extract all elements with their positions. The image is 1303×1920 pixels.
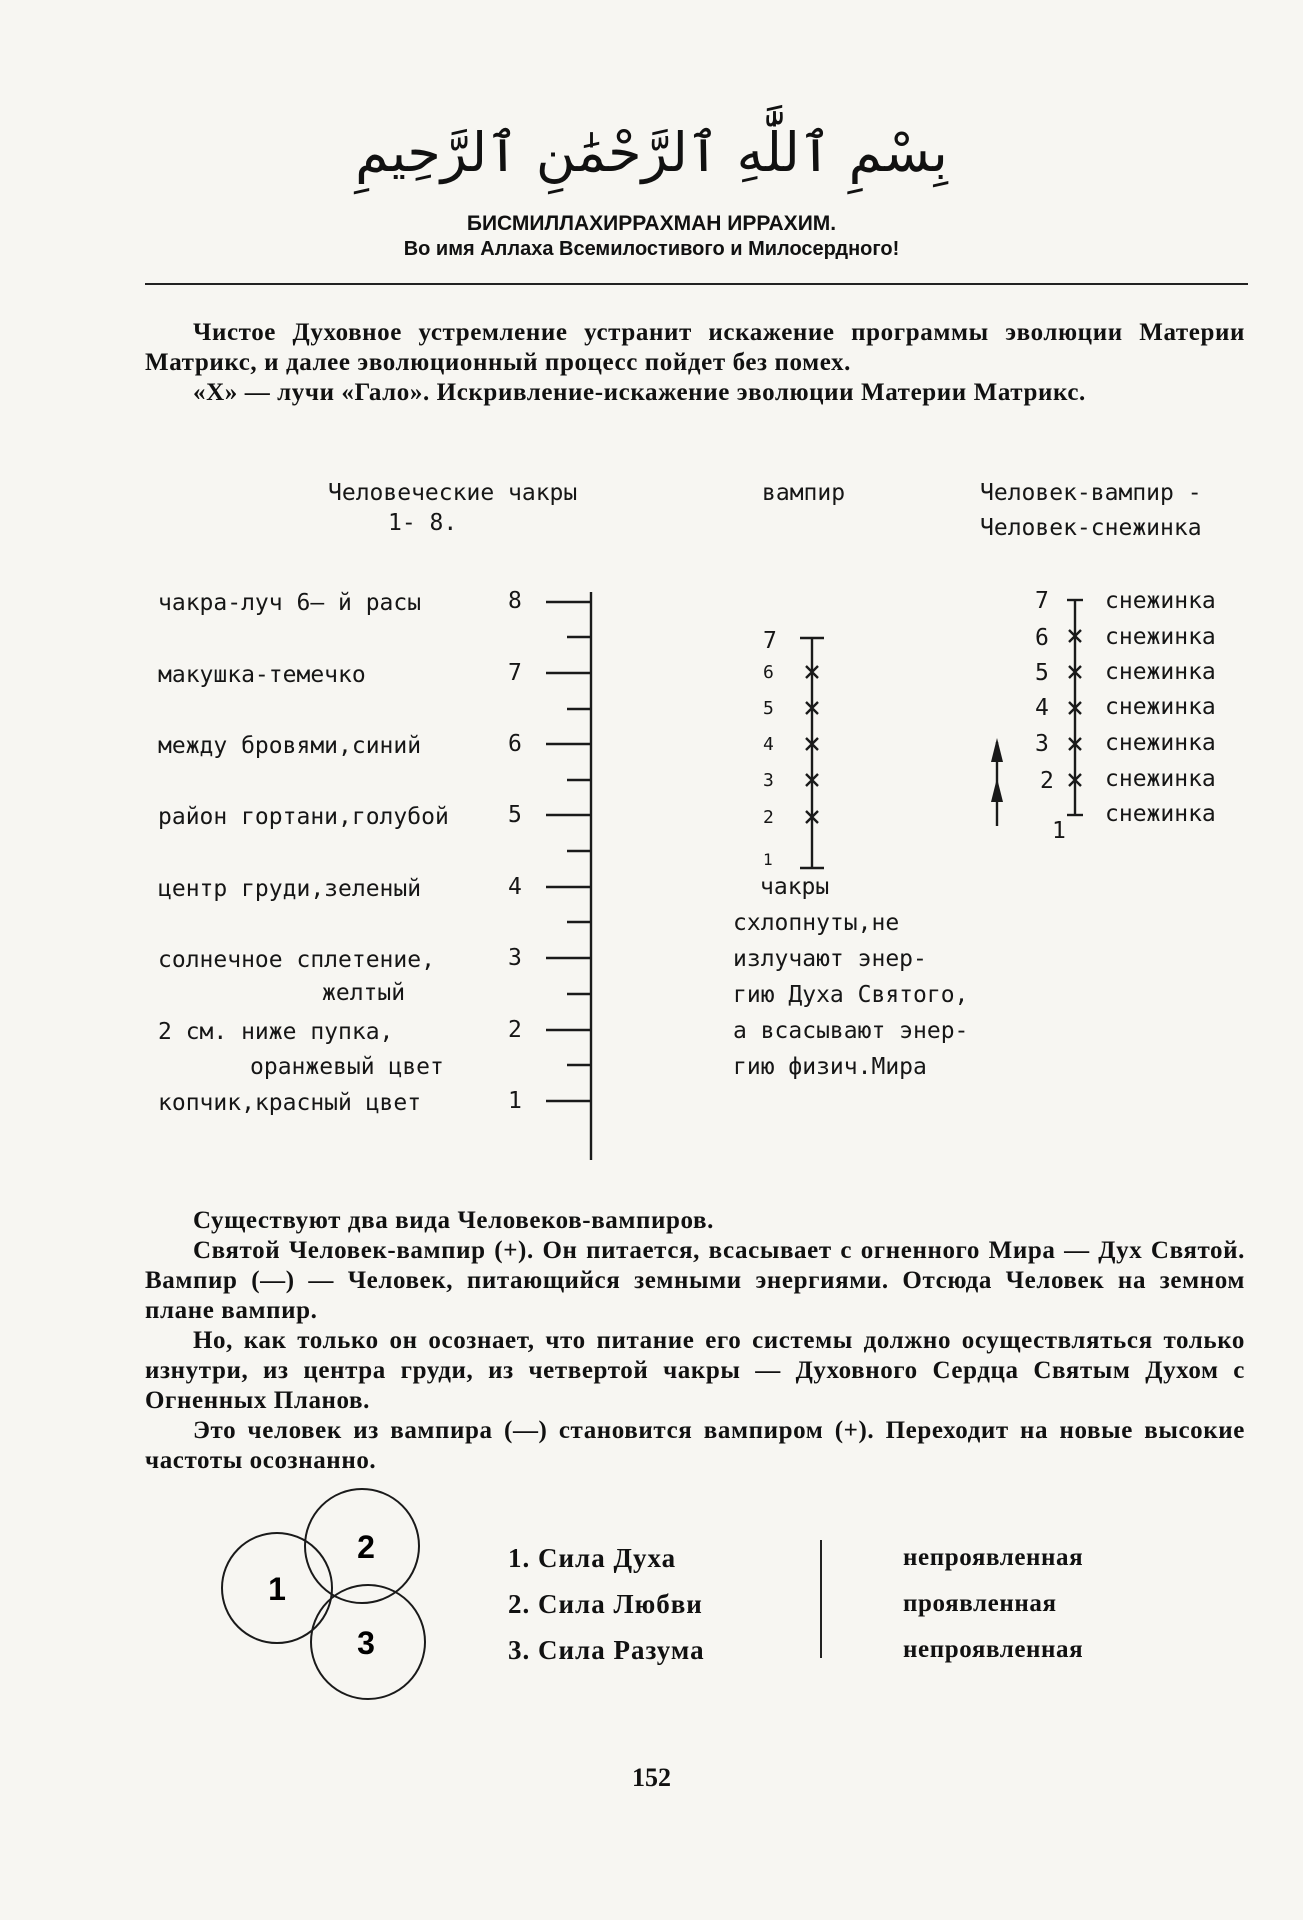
vampire-num-3: 3	[763, 770, 774, 791]
chakra-label-2: 2 см. ниже пупка,	[158, 1019, 394, 1045]
circle-label-2: 2	[357, 1529, 375, 1565]
body-paragraph-2: Святой Человек-вампир (+). Он питается, всасывает с огненного Мира — Дух Святой. Вампир (—) — Человек, питающийся земными энергиями. Отсюда Человек на земном плане вампир.	[145, 1237, 1245, 1324]
snowflake-num-5: 5	[1035, 660, 1049, 686]
force-item-2: 2. Сила Любви	[508, 1589, 703, 1619]
snowflake-num-1: 1	[1052, 818, 1066, 844]
snowflake-label: снежинка	[1105, 801, 1216, 827]
chakra-label-1: копчик,красный цвет	[158, 1090, 422, 1116]
chakra-num-2: 2	[508, 1017, 522, 1043]
body-text	[145, 1206, 1245, 1476]
circle-label-1: 1	[268, 1571, 286, 1607]
header-subtitle: Во имя Аллаха Всемилостивого и Милосердного!	[403, 238, 900, 260]
chakra-num-8: 8	[508, 588, 522, 614]
body-paragraph-1: Существуют два вида Человеков-вампиров.	[193, 1207, 714, 1234]
snowflake-label: снежинка	[1105, 588, 1216, 614]
intro-paragraph-1: Чистое Духовное устремление устранит искажение программы эволюции Материи Матрикс, и далее эволюционный процесс пойдет без помех.	[145, 319, 1245, 376]
forces-divider	[820, 1540, 822, 1658]
force-state-2: проявленная	[903, 1590, 1057, 1617]
col1-subtitle: 1- 8.	[388, 510, 458, 536]
chakra-num-4: 4	[508, 874, 522, 900]
snowflake-num-4: 4	[1035, 695, 1049, 721]
chakra-num-3: 3	[508, 945, 522, 971]
vampire-note-4: гию Духа Святого,	[733, 982, 969, 1008]
snowflake-num-6: 6	[1035, 625, 1049, 651]
force-state-1: непроявленная	[903, 1544, 1084, 1571]
chakra-label-4: центр груди,зеленый	[158, 876, 422, 902]
snowflake-num-7: 7	[1035, 588, 1049, 614]
snowflake-label: снежинка	[1105, 694, 1216, 720]
chakra-num-1: 1	[508, 1088, 522, 1114]
vampire-num-7: 7	[763, 628, 777, 654]
col2-title: вампир	[762, 480, 846, 506]
force-state-3: непроявленная	[903, 1636, 1084, 1663]
bismillah-calligraphy: بِسْمِ ٱللَّٰهِ ٱلرَّحْمَٰنِ ٱلرَّحِيمِ	[355, 121, 948, 184]
chakra-label-5: район гортани,голубой	[158, 804, 449, 830]
body-paragraph-4: Это человек из вампира (—) становится вампиром (+). Переходит на новые высокие частоты осознанно.	[145, 1417, 1245, 1474]
page-number: 152	[632, 1763, 671, 1792]
snowflake-num-3: 3	[1035, 731, 1049, 757]
chakra-num-6: 6	[508, 731, 522, 757]
force-item-1: 1. Сила Духа	[508, 1543, 677, 1573]
chakra-label-7: макушка-темечко	[158, 662, 366, 688]
snowflake-label: снежинка	[1105, 659, 1216, 685]
snowflake-label: снежинка	[1105, 766, 1216, 792]
three-circles-diagram	[200, 1480, 460, 1720]
vampire-num-4: 4	[763, 734, 774, 755]
circle-label-3: 3	[357, 1625, 375, 1661]
snowflake-label: снежинка	[1105, 730, 1216, 756]
chakra-label-8: чакра-луч 6— й расы	[158, 590, 422, 616]
col3-title-line1: Человек-вампир -	[980, 480, 1202, 506]
col1-title: Человеческие чакры	[328, 480, 578, 506]
vampire-note-3: излучают энер-	[733, 946, 927, 972]
chakra-label-3b: желтый	[322, 980, 406, 1006]
vampire-note-6: гию физич.Мира	[733, 1054, 927, 1080]
vampire-note-5: а всасывают энер-	[733, 1018, 969, 1044]
vampire-num-5: 5	[763, 698, 774, 719]
chakra-label-6: между бровями,синий	[158, 733, 422, 759]
forces-states	[903, 1535, 1083, 1673]
vampire-num-6: 6	[763, 662, 774, 683]
forces-list	[508, 1535, 705, 1673]
intro-paragraph-2: «Х» — лучи «Гало». Искривление-искажение эволюции Материи Матрикс.	[193, 379, 1086, 406]
body-paragraph-3: Но, как только он осознает, что питание его системы должно осуществляться только изнутри, из центра груди, из четвертой чакры — Духовного Сердца Святым Духом с Огненных Планов.	[145, 1327, 1245, 1414]
header-title: БИСМИЛЛАХИРРАХМАН ИРРАХИМ.	[466, 212, 837, 235]
chakra-num-5: 5	[508, 802, 522, 828]
chakra-num-7: 7	[508, 660, 522, 686]
snowflake-label: снежинка	[1105, 624, 1216, 650]
chakra-label-2b: оранжевый цвет	[250, 1054, 444, 1080]
vampire-num-2: 2	[763, 807, 774, 828]
col3-title-line2: Человек-снежинка	[980, 515, 1202, 541]
force-item-3: 3. Сила Разума	[508, 1635, 705, 1665]
chakra-label-3: солнечное сплетение,	[158, 947, 435, 973]
vampire-num-1: 1	[763, 850, 773, 869]
snowflake-num-2: 2	[1040, 768, 1054, 794]
vampire-note-1: чакры	[760, 874, 830, 900]
vampire-note-2: схлопнуты,не	[733, 910, 900, 936]
